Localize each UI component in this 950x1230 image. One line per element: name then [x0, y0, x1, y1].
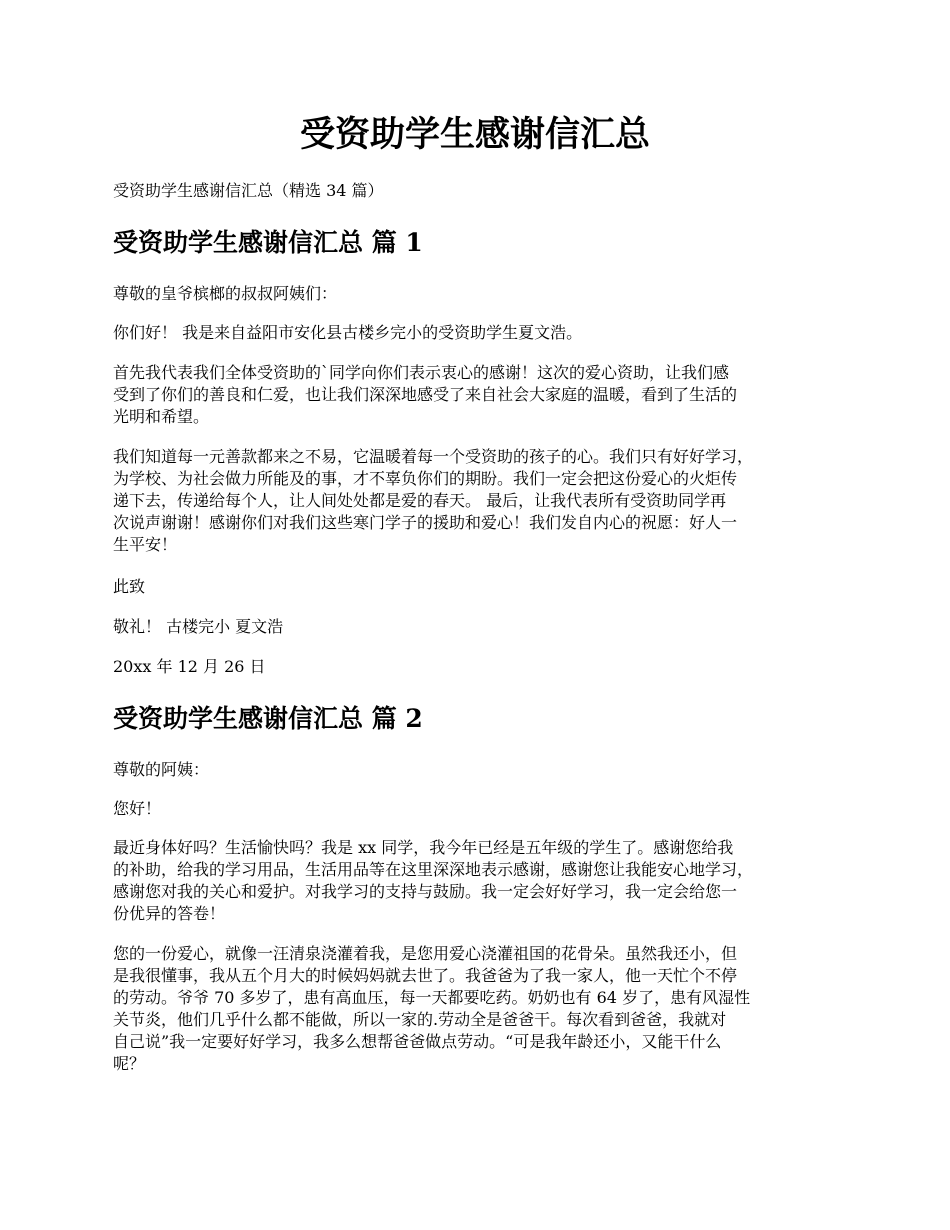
text-line: 我们知道每一元善款都来之不易，它温暖着每一个受资助的孩子的心。我们只有好好学习， — [113, 447, 754, 466]
text-line: 的劳动。爷爷 70 多岁了，患有高血压，每一天都要吃药。奶奶也有 64 岁了，患有风湿性 — [113, 988, 751, 1007]
text-line: 的补助，给我的学习用品，生活用品等在这里深深地表示感谢，感谢您让我能安心地学习， — [113, 860, 754, 879]
text-line: 光明和希望。 — [113, 407, 210, 426]
closing-paragraph — [113, 576, 145, 598]
text-line: 呢？ — [113, 1054, 146, 1073]
section-heading-2: 受资助学生感谢信汇总 篇 2 — [113, 704, 423, 733]
document-title: 受资助学生感谢信汇总 — [299, 114, 650, 155]
salutation-paragraph — [113, 283, 337, 305]
text-line: 关节炎，他们几乎什么都不能做，所以一家的.劳动全是爸爸干。每次看到爸爸，我就对 — [113, 1010, 727, 1029]
text-line: 为学校、为社会做力所能及的事，才不辜负你们的期盼。我们一定会把这份爱心的火炬传 — [113, 469, 738, 488]
text-line: 敬礼！ 古楼完小 夏文浩 — [113, 617, 284, 636]
body-paragraph — [113, 362, 737, 428]
text-line: 感谢您对我的关心和爱护。对我学习的支持与鼓励。我一定会好好学习，我一定会给您一 — [113, 882, 738, 901]
section-heading-1: 受资助学生感谢信汇总 篇 1 — [113, 228, 423, 257]
body-paragraph — [113, 446, 753, 556]
salutation-paragraph — [113, 759, 209, 781]
text-line: 此致 — [113, 577, 146, 596]
text-line: 次说声谢谢！感谢你们对我们这些寒门学子的援助和爱心！我们发自内心的祝愿：好人一 — [113, 513, 738, 532]
text-line: 份优异的答卷！ — [113, 904, 226, 923]
text-line: 受到了你们的善良和仁爱，也让我们深深地感受了来自社会大家庭的温暖，看到了生活的 — [113, 385, 738, 404]
text-line: 自己说”我一定要好好学习，我多么想帮爸爸做点劳动。“可是我年龄还小，又能干什么 — [113, 1032, 722, 1051]
greeting-paragraph — [113, 798, 161, 820]
date-paragraph — [113, 656, 266, 678]
text-line: 是我很懂事，我从五个月大的时候妈妈就去世了。我爸爸为了我一家人，他一天忙个不停 — [113, 966, 738, 985]
text-line: 你们好！ 我是来自益阳市安化县古楼乡完小的受资助学生夏文浩。 — [113, 323, 583, 342]
text-line: 您好！ — [113, 799, 162, 818]
body-paragraph — [113, 837, 753, 925]
signature-paragraph — [113, 616, 283, 638]
greeting-paragraph — [113, 322, 582, 344]
text-line: 尊敬的皇爷槟榔的叔叔阿姨们： — [113, 284, 338, 303]
text-line: 20xx 年 12 月 26 日 — [113, 657, 266, 676]
text-line: 递下去，传递给每个人，让人间处处都是爱的春天。 最后，让我代表所有受资助同学再 — [113, 491, 727, 510]
text-line: 您的一份爱心，就像一汪清泉浇灌着我，是您用爱心浇灌祖国的花骨朵。虽然我还小，但 — [113, 944, 738, 963]
document-subtitle: 受资助学生感谢信汇总（精选 34 篇） — [113, 181, 384, 200]
text-line: 尊敬的阿姨： — [113, 760, 210, 779]
text-line: 首先我代表我们全体受资助的`同学向你们表示衷心的感谢！这次的爱心资助，让我们感 — [113, 363, 730, 382]
text-line: 生平安！ — [113, 535, 178, 554]
body-paragraph — [113, 943, 750, 1075]
text-line: 最近身体好吗？生活愉快吗？我是 xx 同学，我今年已经是五年级的学生了。感谢您给我 — [113, 838, 734, 857]
